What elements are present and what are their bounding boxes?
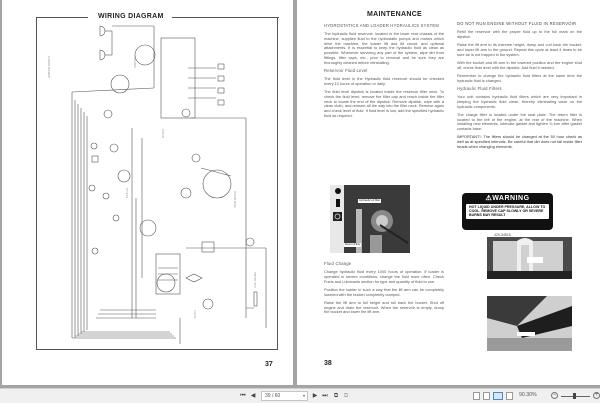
paragraph: Change hydraulic fluid every 1000 hours of operation. If loader is operated in severe conditions, change the fluid more often. Check Fuels and Lubricants section for type and quantity of fluid to use. bbox=[324, 269, 444, 284]
left-column-lower bbox=[324, 262, 444, 319]
right-column bbox=[457, 22, 582, 153]
paragraph: The fluid level dipstick is located inside the reservoir filler neck. To check the fluid level; remove the filler cap and reach inside the filler neck to locate the end of the dipstick. Remove dipstick, wipe with a clean cloth, and reinsert all the way into the filler neck. Remove again and check level of fluid. If fluid level is low, add the specified hydraulic fluid as required. bbox=[324, 89, 444, 118]
chevron-down-icon[interactable]: ▾ bbox=[302, 393, 305, 398]
return-filter-photo bbox=[487, 296, 572, 351]
hydraulic-filter-photo bbox=[330, 185, 410, 253]
two-page-continuous-view-button[interactable] bbox=[506, 392, 513, 400]
svg-text:14 BLUE: 14 BLUE bbox=[126, 187, 129, 198]
page-number: 37 bbox=[265, 361, 273, 368]
go-forward-view-icon[interactable]: ⧉ bbox=[343, 393, 349, 399]
zoom-out-button[interactable]: − bbox=[552, 392, 557, 398]
section-heading: HYDROSTATICS AND LOADER HYDRAULICS SYSTEM bbox=[324, 23, 440, 28]
paragraph: Raise the lift arm to its extreme height, dump and curl back the bucket, and lower lift arm to the ground. Repeat this cycle at least 4 times to be sure air is not trapped in the system. bbox=[457, 42, 582, 57]
wiring-diagram-title: WIRING DIAGRAM bbox=[98, 13, 164, 20]
paragraph: Your unit contains hydraulic fluid filters which are very important in keeping the hydraulic fluid clean, thereby eliminating wear on the hydraulic components. bbox=[457, 94, 582, 109]
go-back-view-icon[interactable]: ⧉ bbox=[333, 393, 339, 399]
svg-text:HOUR METER: HOUR METER bbox=[234, 191, 237, 208]
first-page-button[interactable]: ⏮ bbox=[240, 393, 246, 399]
left-column bbox=[324, 24, 444, 122]
page-38 bbox=[297, 0, 600, 385]
paragraph: Remember to change the hydraulic fluid filters at the same time the hydraulic fluid is changed. bbox=[457, 73, 582, 83]
single-page-view-button[interactable] bbox=[473, 392, 480, 400]
page-number: 38 bbox=[324, 360, 332, 367]
subheading: Reservoir Fluid Level bbox=[324, 67, 368, 73]
paragraph: With the bucket and lift arm in the lowered position and the engine shut off, check fluid level with the dipstick. Add fluid if needed. bbox=[457, 60, 582, 70]
paragraph: The fluid level in the Hydraulic fluid reservoir should be checked every 10 hours of operation or daily. bbox=[324, 76, 444, 86]
warning-label bbox=[462, 193, 553, 230]
page-number-input[interactable] bbox=[261, 391, 308, 401]
paragraph: Refill the reservoir with the proper fluid up to the full mark on the dipstick. bbox=[457, 29, 582, 39]
next-page-button[interactable]: ▶ bbox=[312, 393, 318, 399]
svg-text:16 RED: 16 RED bbox=[162, 129, 165, 138]
reservoir-photo bbox=[487, 237, 572, 279]
status-bar bbox=[0, 388, 600, 403]
zoom-level[interactable]: 90.30% bbox=[519, 392, 537, 398]
two-page-view-button[interactable] bbox=[493, 392, 503, 400]
svg-text:FUEL GAUGE: FUEL GAUGE bbox=[254, 271, 257, 288]
paragraph: Raise the lift arm to full height and roll back the bucket. Shut off engine and drain the reservoir. When the reservoir is empty, dump the bucket and lower the lift arm. bbox=[324, 300, 444, 315]
maintenance-title: MAINTENANCE bbox=[367, 11, 423, 18]
svg-text:STARTER: STARTER bbox=[134, 56, 137, 68]
photo-label: Return Filter bbox=[345, 242, 361, 246]
svg-text:12 BLK: 12 BLK bbox=[194, 309, 197, 318]
caution-text: DO NOT RUN ENGINE WITHOUT FLUID IN RESERVOIR bbox=[457, 21, 577, 26]
last-page-button[interactable]: ⏭ bbox=[322, 393, 328, 399]
warning-part-number: 420-34515 bbox=[494, 233, 511, 237]
previous-page-button[interactable]: ◀ bbox=[250, 393, 256, 399]
wiring-diagram-illustration bbox=[36, 18, 278, 350]
continuous-view-button[interactable] bbox=[483, 392, 490, 400]
page-number-value: 39 / 60 bbox=[265, 393, 281, 399]
subheading: Hydraulic Fluid Filters bbox=[457, 86, 502, 91]
paragraph: IMPORTANT!: The filters should be changed at the 50 hour check as well as at specified intervals. Be careful that dirt does not fall inside filter heads when changing elements. bbox=[457, 134, 582, 149]
zoom-slider-handle[interactable] bbox=[573, 393, 576, 399]
svg-text:IGNITION SWITCH: IGNITION SWITCH bbox=[48, 56, 51, 78]
page-37 bbox=[2, 0, 293, 385]
paragraph: The charge filter is located under the seat plate. The return filter is located to the left of the engine, at the rear of the machine. When installing new elements, lubricate gasket and tighten ¾ turn after gasket contacts base. bbox=[457, 112, 582, 132]
warning-title: ⚠WARNING bbox=[485, 195, 530, 202]
warning-text: HOT LIQUID UNDER PRESSURE, ALLOW TO COOL. REMOVE CAP SLOWLY OR SEVERE BURNS MAY RESULT bbox=[466, 204, 549, 219]
paragraph: The hydraulic fluid reservoir, located in the lower rear chassis of the machine, supplies fluid to the hydrostatic pumps and motors which drive the machine, the loader lift and tilt circuit, and optional attachments. It is essential to keep the hydraulic fluid as clean as possible. Whenever servicing any part of the system, wipe dirt from fittings, filler caps, etc., prior to removal and be sure they are thoroughly cleaned before reinstalling. bbox=[324, 31, 444, 65]
zoom-in-button[interactable]: + bbox=[594, 392, 599, 398]
paragraph: Position the loader in such a way that the lift arm can be completely lowered with the bucket completely dumped. bbox=[324, 287, 444, 297]
photo-label: Hydraulic oil filter bbox=[359, 198, 381, 202]
subheading: Fluid Change bbox=[324, 261, 352, 266]
